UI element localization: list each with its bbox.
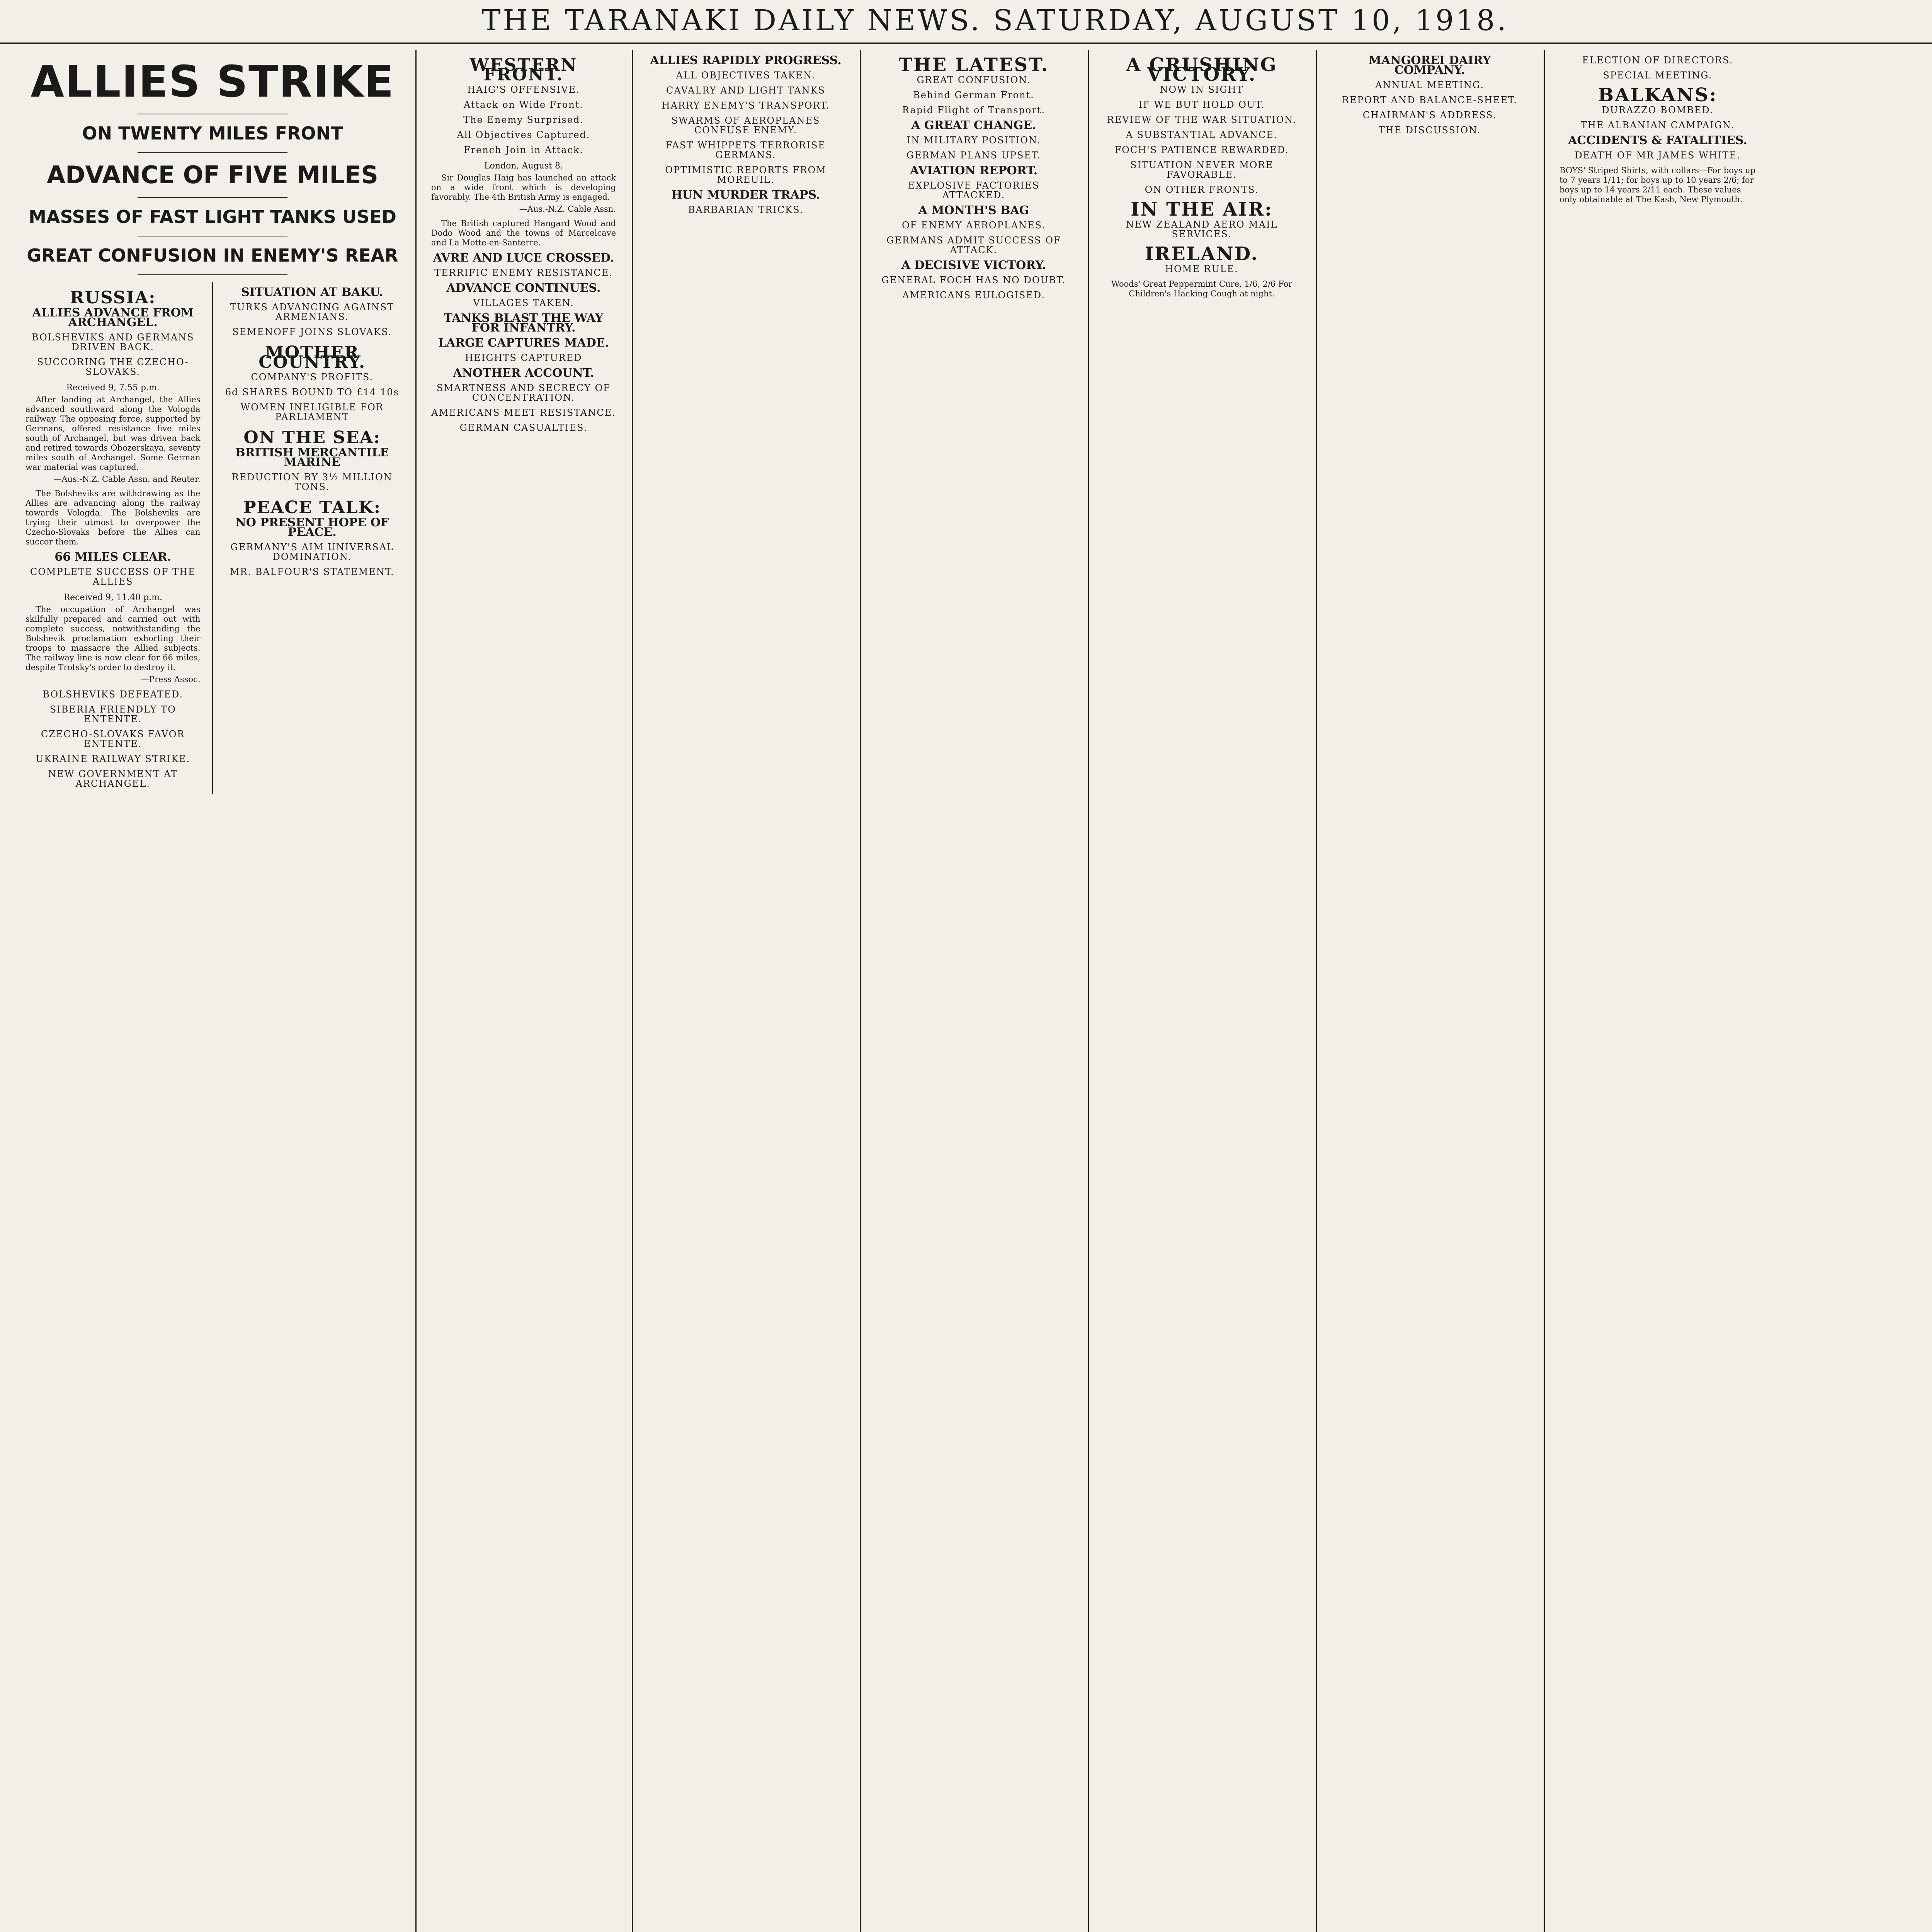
subheading: THE ALBANIAN CAMPAIGN. <box>1580 120 1735 131</box>
byline: —Aus.-N.Z. Cable Assn. and Reuter. <box>53 474 201 484</box>
subheading: HUN MURDER TRAPS. <box>671 188 820 202</box>
headline-light-tanks: MASSES OF FAST LIGHT TANKS USED <box>29 206 396 227</box>
subheading: ANNUAL MEETING. <box>1375 80 1484 90</box>
subheading: COMPANY'S PROFITS. <box>251 372 374 383</box>
headline-twenty-miles: ON TWENTY MILES FRONT <box>82 123 343 144</box>
subheading: HAIG'S OFFENSIVE. <box>467 84 580 95</box>
subheading: COMPLETE SUCCESS OF THE ALLIES <box>30 566 196 587</box>
subheading: A DECISIVE VICTORY. <box>901 259 1046 272</box>
subheading: TANKS BLAST THE WAY FOR INFANTRY. <box>444 311 604 335</box>
baku-heading: SITUATION AT BAKU. <box>241 286 383 299</box>
subheading: FOCH'S PATIENCE REWARDED. <box>1114 145 1289 155</box>
subheading: A MONTH'S BAG <box>918 204 1029 217</box>
column-6 <box>1321 50 1538 1932</box>
ireland-heading: IRELAND. <box>1145 243 1259 265</box>
subheading: ELECTION OF DIRECTORS. <box>1582 55 1733 66</box>
advertisement: BOYS' Striped Shirts, with collars—For boys up to 7 years 1/11; for boys up to 10 years 2/6; for boys up to 14 years 2/11 each. These values only obtainable at The Kash, New Plymouth. <box>1560 166 1756 204</box>
subheading: DURAZZO BOMBED. <box>1602 105 1714 116</box>
subheading: OPTIMISTIC REPORTS FROM MOREUIL. <box>665 165 827 185</box>
crushing-victory-heading: A CRUSHING VICTORY. <box>1126 54 1277 85</box>
subheading: THE DISCUSSION. <box>1378 125 1481 136</box>
subheading: ON OTHER FRONTS. <box>1145 184 1259 195</box>
peace-talk-heading: PEACE TALK: <box>243 498 381 517</box>
in-the-air-heading: IN THE AIR: <box>1131 199 1273 220</box>
subheading: FAST WHIPPETS TERRORISE GERMANS. <box>666 140 826 160</box>
subheading: TURKS ADVANCING AGAINST ARMENIANS. <box>230 302 395 322</box>
subheading: NEW ZEALAND AERO MAIL SERVICES. <box>1126 219 1278 240</box>
subheading: Rapid Flight of Transport. <box>902 105 1046 116</box>
subheading: All Objectives Captured. <box>457 129 590 140</box>
column-5 <box>1094 50 1310 1932</box>
subheading: 6d SHARES BOUND TO £14 10s <box>225 387 399 398</box>
subheading: SEMENOFF JOINS SLOVAKS. <box>232 327 392 337</box>
column-4 <box>866 50 1082 1932</box>
subheading: GENERAL FOCH HAS NO DOUBT. <box>881 275 1066 286</box>
subheading: SMARTNESS AND SECRECY OF CONCENTRATION. <box>437 383 611 403</box>
byline: —Aus.-N.Z. Cable Assn. <box>519 204 616 214</box>
subheading: GERMAN CASUALTIES. <box>459 422 588 433</box>
russia-heading: RUSSIA: <box>70 288 156 308</box>
latest-heading: THE LATEST. <box>898 54 1049 76</box>
subheading: ADVANCE CONTINUES. <box>446 281 601 295</box>
newspaper-title: THE TARANAKI DAILY NEWS. SATURDAY, AUGUST 10, 1918. <box>481 4 1509 37</box>
subheading: BOLSHEVIKS AND GERMANS DRIVEN BACK. <box>31 332 194 352</box>
subheading: MANGOREI DAIRY COMPANY. <box>1368 54 1491 77</box>
subheading: SWARMS OF AEROPLANES CONFUSE ENEMY. <box>671 115 820 136</box>
subheading: NO PRESENT HOPE OF PEACE. <box>235 516 389 539</box>
dateline: Received 9, 7.55 p.m. <box>66 383 160 393</box>
headline-great-confusion: GREAT CONFUSION IN ENEMY'S REAR <box>27 245 398 266</box>
subheading: SIBERIA FRIENDLY TO ENTENTE. <box>49 704 176 724</box>
subheading: WOMEN INELIGIBLE FOR PARLIAMENT <box>240 402 384 422</box>
subheading: DEATH OF MR JAMES WHITE. <box>1575 150 1741 161</box>
western-front-heading: WESTERN FRONT. <box>469 55 578 85</box>
subheading: BARBARIAN TRICKS. <box>688 204 804 215</box>
subheading: BOLSHEVIKS DEFEATED. <box>43 689 184 700</box>
subheading: GERMANY'S AIM UNIVERSAL DOMINATION. <box>230 542 394 562</box>
subheading: A GREAT CHANGE. <box>911 119 1036 132</box>
subheading: SUCCORING THE CZECHO-SLOVAKS. <box>37 357 189 377</box>
subheading: REPORT AND BALANCE-SHEET. <box>1342 95 1518 105</box>
headline-five-miles: ADVANCE OF FIVE MILES <box>47 161 378 189</box>
article-paragraph: After landing at Archangel, the Allies advanced southward along the Vologda railway. The opposing force, supported by Germans, offered resistance five miles south of Archangel, but was driven back and retired towards Obozerskaya, seventy miles south of Archangel. Some German war material was captured. <box>26 395 201 472</box>
subheading: CZECHO-SLOVAKS FAVOR ENTENTE. <box>41 729 185 749</box>
subheading: AVIATION REPORT. <box>910 164 1038 177</box>
subheading: GREAT CONFUSION. <box>917 75 1031 85</box>
subheading: CHAIRMAN'S ADDRESS. <box>1362 110 1497 121</box>
subheading: REDUCTION BY 3½ MILLION TONS. <box>231 472 393 492</box>
subheading: French Join in Attack. <box>463 145 584 155</box>
subheading: VILLAGES TAKEN. <box>473 298 574 308</box>
article-paragraph: The British captured Hangard Wood and Dodo Wood and the towns of Marcelcave and La Motte-en-Santerre. <box>431 219 616 247</box>
subheading: UKRAINE RAILWAY STRIKE. <box>36 753 190 764</box>
subheading: CAVALRY AND LIGHT TANKS <box>666 85 826 96</box>
subheading: AMERICANS MEET RESISTANCE. <box>431 407 616 418</box>
column-2 <box>421 50 626 1932</box>
subheading: AMERICANS EULOGISED. <box>902 290 1045 301</box>
subheading: OF ENEMY AEROPLANES. <box>902 220 1046 231</box>
dateline: Received 9, 11.40 p.m. <box>63 593 162 602</box>
subheading: ALL OBJECTIVES TAKEN. <box>676 70 816 81</box>
subheading: IF WE BUT HOLD OUT. <box>1138 99 1265 110</box>
subheading: SPECIAL MEETING. <box>1603 70 1713 81</box>
on-the-sea-heading: ON THE SEA: <box>243 428 381 447</box>
subheading: A SUBSTANTIAL ADVANCE. <box>1126 129 1278 140</box>
column-1 <box>15 50 410 1932</box>
subheading: REVIEW OF THE WAR SITUATION. <box>1107 114 1297 125</box>
subheading: NOW IN SIGHT <box>1160 84 1244 95</box>
dateline: London, August 8. <box>484 161 563 171</box>
subheading: HOME RULE. <box>1165 264 1238 274</box>
advertisement: Woods' Great Peppermint Cure, 1/6, 2/6 For Children's Hacking Cough at night. <box>1111 279 1293 298</box>
article-paragraph: Sir Douglas Haig has launched an attack on a wide front which is developing favorably. The 4th British Army is engaged. <box>431 173 616 202</box>
subheading: GERMANS ADMIT SUCCESS OF ATTACK. <box>886 235 1061 255</box>
subheading: 66 MILES CLEAR. <box>54 550 172 564</box>
mother-country-heading: MOTHER COUNTRY. <box>259 343 366 372</box>
subheading: The Enemy Surprised. <box>463 114 584 125</box>
subheading: GERMAN PLANS UPSET. <box>906 150 1041 161</box>
subheading: HARRY ENEMY'S TRANSPORT. <box>662 100 830 111</box>
subheading: ACCIDENTS & FATALITIES. <box>1568 134 1747 147</box>
masthead <box>0 0 1932 44</box>
subheading: ANOTHER ACCOUNT. <box>453 366 594 380</box>
russia-subheading: ALLIES ADVANCE FROM ARCHANGEL. <box>32 306 194 329</box>
subheading: MR. BALFOUR'S STATEMENT. <box>230 566 395 577</box>
byline: —Press Assoc. <box>141 675 201 684</box>
headline-allies-strike: ALLIES STRIKE <box>31 57 395 107</box>
article-paragraph: The Bolsheviks are withdrawing as the Allies are advancing along the railway towards Vologda. The Bolsheviks are trying their utmost to overpower the Czecho-Slovaks before the Allies can succor them. <box>26 489 201 546</box>
subheading: Behind German Front. <box>913 90 1034 100</box>
subheading: IN MILITARY POSITION. <box>906 135 1041 146</box>
subheading: EXPLOSIVE FACTORIES ATTACKED. <box>908 180 1040 201</box>
subheading: SITUATION NEVER MORE FAVORABLE. <box>1130 160 1274 180</box>
balkans-heading: BALKANS: <box>1598 84 1718 106</box>
subheading: BRITISH MERCANTILE MARINE <box>235 446 389 469</box>
subheading: ALLIES RAPIDLY PROGRESS. <box>650 54 842 67</box>
column-3 <box>638 50 854 1932</box>
article-paragraph: The occupation of Archangel was skilfully prepared and carried out with complete success, notwithstanding the Bolshevik proclamation exhorting their troops to massacre the Allied subjects. The railway line is now clear for 66 miles, despite Trotsky's order to destroy it. <box>26 605 201 672</box>
column-7 <box>1549 50 1766 1932</box>
subheading: NEW GOVERNMENT AT ARCHANGEL. <box>48 769 178 789</box>
subheading: HEIGHTS CAPTURED <box>465 352 582 363</box>
subheading: LARGE CAPTURES MADE. <box>438 336 609 350</box>
subheading: Attack on Wide Front. <box>463 99 584 110</box>
subheading: AVRE AND LUCE CROSSED. <box>433 251 614 265</box>
subheading: TERRIFIC ENEMY RESISTANCE. <box>434 267 613 278</box>
